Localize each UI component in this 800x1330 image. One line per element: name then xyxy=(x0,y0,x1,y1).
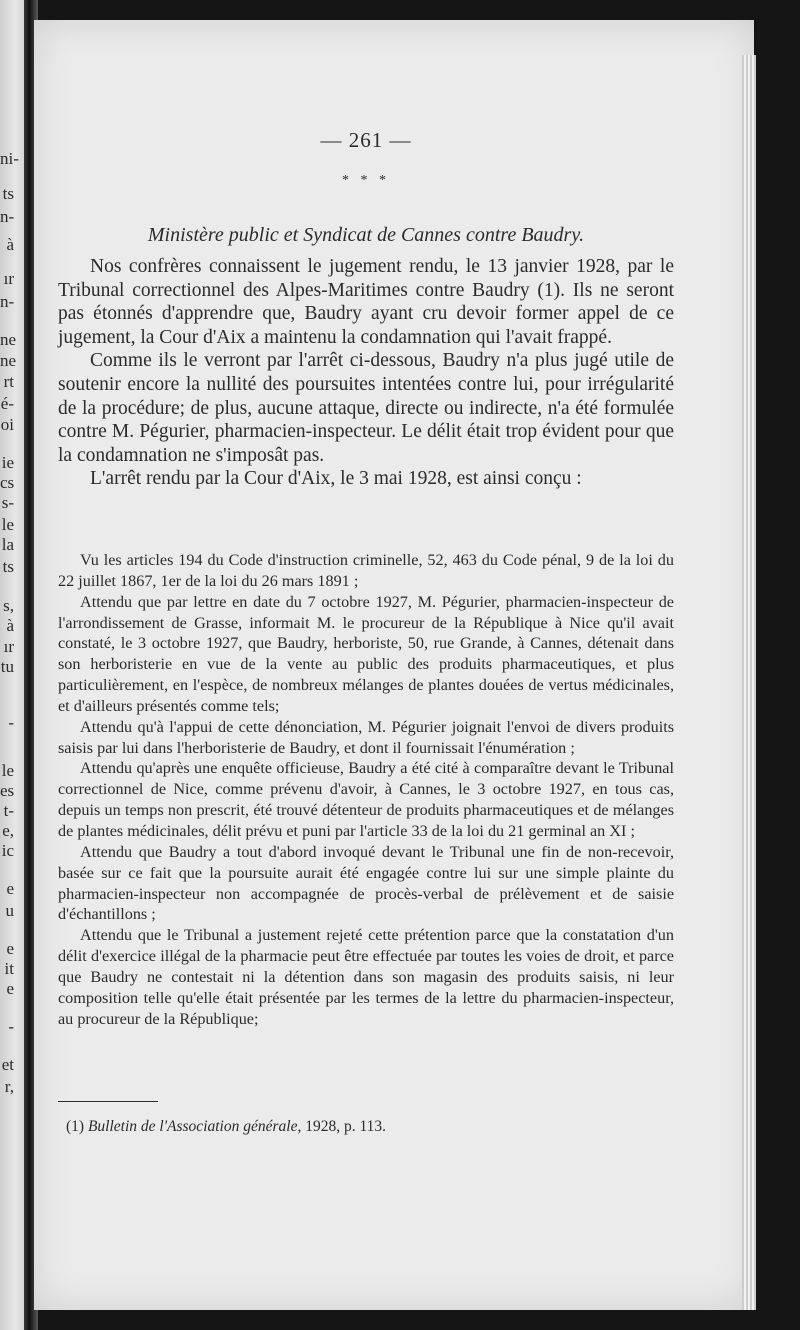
intro-paragraph: Comme ils le verront par l'arrêt ci-dessous, Baudry n'a plus jugé utile de soutenir encore la nullité des poursuites intentées contre lui, pour irrégularité de la procédure; de plus, aucune attaque, directe ou indirecte, n'a été formulée contre M. Pégurier, pharmacien-inspecteur. Le délit était trop évident pour que la condamnation ne s'imposât pas. xyxy=(58,350,674,466)
judgment-paragraph: Attendu qu'après une enquête officieuse, Baudry a été cité à comparaître devant le Tribunal correctionnel de Nice, comme prévenu d'avoir, à Cannes, le 3 octobre 1927, en tous cas, depuis un temps non prescrit, été trouvé détenteur de produits pharmaceutiques et de mélanges de plantes médicinales, délit prévu et puni par l'article 33 de la loi du 21 germinal an XI ; xyxy=(58,759,674,840)
footnote xyxy=(66,1117,666,1137)
separator-stars: * * * xyxy=(342,173,390,188)
case-heading: Ministère public et Syndicat de Cannes contre Baudry. xyxy=(147,224,585,246)
previous-page-text-fragment: à xyxy=(6,616,14,635)
judgment-paragraph: Attendu que Baudry a tout d'abord invoqué devant le Tribunal une fin de non-recevoir, basée sur ce fait que la poursuite aurait été engagée contre lui sur une simple plainte du pharmacien-inspecteur non accompagnée de procès-verbal de prélèvement et de saisie d'échantillons ; xyxy=(58,842,674,924)
intro-paragraph: Nos confrères connaissent le jugement rendu, le 13 janvier 1928, par le Tribunal correctionnel des Alpes-Maritimes contre Baudry (1). Ils ne seront pas étonnés d'apprendre que, Baudry ayant cru devoir former appel de ce jugement, la Cour d'Aix a maintenu la condamnation qui l'avait frappé. xyxy=(58,256,674,348)
previous-page-text-fragment: ni- xyxy=(0,149,19,168)
judgment-text xyxy=(58,550,674,1029)
judgment-paragraph: Vu les articles 194 du Code d'instruction criminelle, 52, 463 du Code pénal, 9 de la loi du 22 juillet 1867, 1er de la loi du 26 mars 1891 ; xyxy=(58,551,674,590)
previous-page-text-fragment: n- xyxy=(0,207,15,226)
intro-text xyxy=(58,255,674,491)
previous-page-text-fragment: - xyxy=(8,1017,14,1036)
previous-page-text-fragment: le xyxy=(1,515,14,534)
previous-page-text-fragment: it xyxy=(4,959,14,978)
previous-page-text-fragment: s- xyxy=(1,493,14,512)
previous-page-text-fragment: t- xyxy=(3,801,14,820)
previous-page-text-fragment: e, xyxy=(2,821,14,840)
scan-background xyxy=(756,0,800,1330)
page-edge xyxy=(742,55,756,1310)
judgment-paragraph: Attendu qu'à l'appui de cette dénonciation, M. Pégurier joignait l'envoi de divers produits saisis par lui dans l'herboristerie de Baudry, et dont il fournissait l'énumération ; xyxy=(58,717,674,757)
previous-page-text-fragment: s, xyxy=(3,596,14,615)
previous-page-text-fragment: rt xyxy=(3,372,14,391)
footnote-reference: , 1928, p. 113. xyxy=(297,1118,387,1135)
previous-page-text-fragment: u xyxy=(5,901,14,920)
previous-page-text-fragment: cs xyxy=(0,473,15,492)
previous-page-text-fragment: ts xyxy=(2,184,14,203)
previous-page-text-fragment: à xyxy=(6,235,14,254)
previous-page-text-fragment: ts xyxy=(2,557,14,576)
previous-page-text-fragment: ie xyxy=(1,453,14,472)
previous-page-text-fragment: et xyxy=(1,1055,14,1074)
previous-page-text-fragment: ne xyxy=(0,351,17,370)
previous-page-text-fragment: - xyxy=(8,713,14,732)
page xyxy=(34,20,754,1310)
judgment-paragraph: Attendu que par lettre en date du 7 octobre 1927, M. Pégurier, pharmacien-inspecteur de l'arrondissement de Grasse, informait M. le procureur de la République à Nice qu'il avait constaté, le 3 octobre 1927, que Baudry, herboriste, 50, rue Grande, à Cannes, détenait dans son herboristerie en vue de la vente au public des produits pharmaceutiques, et plus particulièrement, en l'espèce, de nombreux mélanges de plantes douées de vertus médicinales, et d'ailleurs présentés comme tels; xyxy=(58,592,674,715)
footnote-source: Bulletin de l'Association générale xyxy=(87,1118,298,1135)
previous-page-text-fragment: tu xyxy=(0,657,14,676)
previous-page-text-fragment: ır xyxy=(3,269,14,288)
judgment-paragraph: Attendu que le Tribunal a justement rejeté cette prétention parce que la constatation d'un délit d'exercice illégal de la pharmacie peut être effectuée par toutes les voies de droit, et parce que Baudry ne contestait ni la détention dans son magasin des produits saisis, ni leur composition telle qu'elle était présentée par les termes de la lettre du pharmacien-inspecteur, au procureur de la République; xyxy=(58,926,674,1028)
previous-page-text-fragment: es xyxy=(0,781,15,800)
previous-page-text-fragment: e xyxy=(6,939,14,958)
previous-page-text-fragment: e xyxy=(6,879,14,898)
previous-page-text-fragment: e xyxy=(6,979,14,998)
previous-page-margin xyxy=(0,0,26,1330)
previous-page-text-fragment: ne xyxy=(0,330,17,349)
previous-page-text-fragment: ic xyxy=(1,841,14,860)
previous-page-text-fragment: ır xyxy=(3,637,14,656)
page-number: — 261 — xyxy=(320,128,412,152)
previous-page-text-fragment: le xyxy=(1,761,14,780)
previous-page-text-fragment: é- xyxy=(0,394,14,413)
previous-page-text-fragment: la xyxy=(1,535,14,554)
intro-paragraph: L'arrêt rendu par la Cour d'Aix, le 3 mai 1928, est ainsi conçu : xyxy=(90,468,582,490)
footnote-rule xyxy=(58,1101,158,1102)
previous-page-text-fragment: oi xyxy=(0,415,14,434)
previous-page-text-fragment: r, xyxy=(4,1077,14,1096)
section-separator xyxy=(58,174,674,187)
previous-page-text-fragment: n- xyxy=(0,292,15,311)
footnote-marker: (1) xyxy=(66,1118,85,1135)
